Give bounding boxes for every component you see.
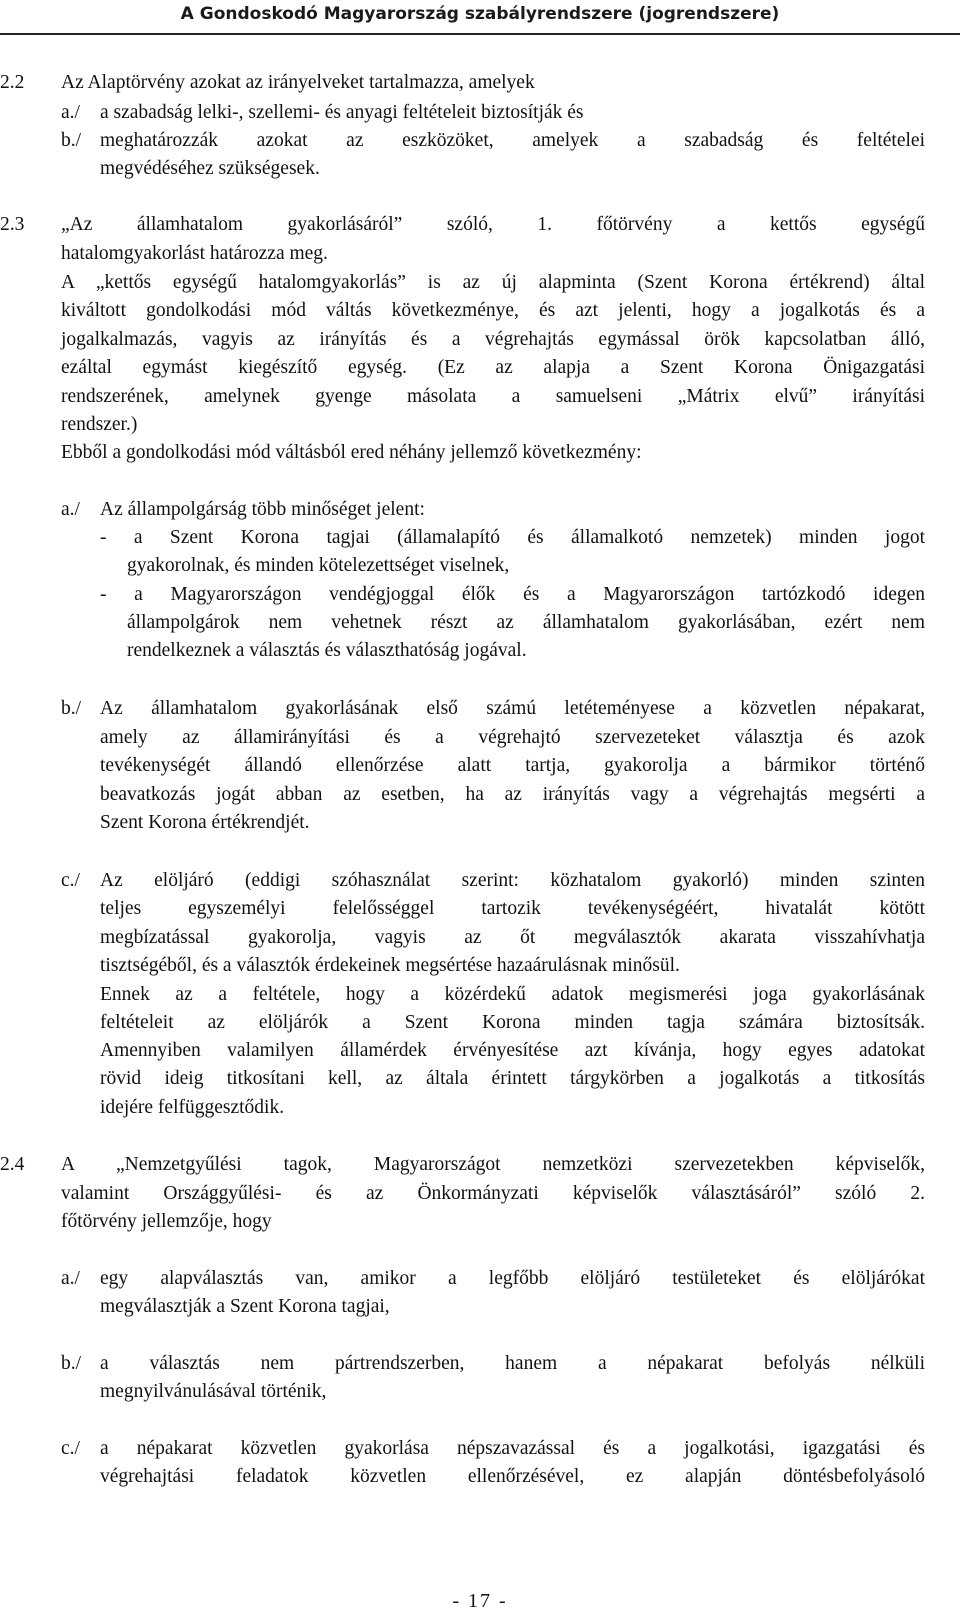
item-text: Amennyiben valamilyen államérdek érvényesítése azt kívánja, hogy egyes adatokat: [100, 1040, 925, 1061]
section-heading: hatalomgyakorlást határozza meg.: [61, 243, 328, 264]
paragraph-line: rendszer.): [61, 414, 138, 435]
dash-item: állampolgárok nem vehetnek részt az államhatalom gyakorlásában, ezért nem: [127, 612, 925, 633]
item-text: Az állampolgárság több minőséget jelent:: [100, 499, 425, 520]
header-rule: [0, 33, 960, 35]
item-text: Az államhatalom gyakorlásának első számú letéteményese a közvetlen népakarat,: [100, 698, 925, 719]
item-label: a./: [61, 102, 80, 123]
paragraph-line: ezáltal egymást kiegészítő egység. (Ez az alapja a Szent Korona Önigazgatási: [61, 357, 925, 378]
item-label: b./: [61, 130, 82, 151]
section-heading: főtörvény jellemzője, hogy: [61, 1211, 272, 1232]
item-text: megbízatással gyakorolja, vagyis az őt megválasztók akarata visszahívhatja: [100, 927, 925, 948]
item-text: idejére felfüggesztődik.: [100, 1097, 285, 1118]
item-text: megvédéséhez szükségesek.: [100, 158, 320, 179]
item-text: Az elöljáró (eddigi szóhasználat szerint: közhatalom gyakorló) minden szinten: [100, 870, 925, 891]
item-text: megválasztják a Szent Korona tagjai,: [100, 1296, 390, 1317]
section-heading: valamint Országgyűlési- és az Önkormányzati képviselők választásáról” szóló 2.: [61, 1183, 925, 1204]
item-text: teljes egyszemélyi felelősséggel tartozik tevékenységéért, hivatalát kötött: [100, 898, 925, 919]
dash-item: - a Szent Korona tagjai (államalapító és államalkotó nemzetek) minden jogot: [100, 527, 925, 548]
running-header: A Gondoskodó Magyarország szabályrendszere (jogrendszere): [180, 4, 780, 24]
item-label: c./: [61, 1438, 80, 1459]
item-text: a választás nem pártrendszerben, hanem a népakarat befolyás nélküli: [100, 1353, 925, 1374]
paragraph-line: Ebből a gondolkodási mód váltásból ered néhány jellemző következmény:: [61, 442, 642, 463]
item-label: b./: [61, 1353, 82, 1374]
item-text: feltételeit az elöljárók a Szent Korona minden tagja számára biztosítsák.: [100, 1012, 925, 1033]
dash-item: rendelkeznek a választás és választhatóság jogával.: [127, 640, 527, 661]
dash-item: - a Magyarországon vendégjoggal élők és a Magyarországon tartózkodó idegen: [100, 584, 925, 605]
item-text: tevékenységét állandó ellenőrzése alatt tartja, gyakorolja a bármikor történő: [100, 755, 925, 776]
section-number: 2.2: [0, 72, 25, 93]
item-text: a népakarat közvetlen gyakorlása népszavazással és a jogalkotási, igazgatási és: [100, 1438, 925, 1459]
item-text: meghatározzák azokat az eszközöket, amelyek a szabadság és feltételei: [100, 130, 925, 151]
dash-item: gyakorolnak, és minden kötelezettséget viselnek,: [127, 555, 510, 576]
paragraph-line: kiváltott gondolkodási mód váltás következménye, és azt jelenti, hogy a jogalkotás és a: [61, 300, 925, 321]
item-text: egy alapválasztás van, amikor a legfőbb elöljáró testületeket és elöljárókat: [100, 1268, 925, 1289]
paragraph-line: rendszerének, amelynek gyenge másolata a samuelseni „Mátrix elvű” irányítási: [61, 386, 925, 407]
item-label: c./: [61, 870, 80, 891]
item-text: tisztségéből, és a választók érdekeinek megsértése hazaárulásnak minősül.: [100, 955, 680, 976]
paragraph-line: A „kettős egységű hatalomgyakorlás” is az új alapminta (Szent Korona értékrend) által: [61, 272, 925, 293]
item-label: a./: [61, 1268, 80, 1289]
item-text: végrehajtási feladatok közvetlen ellenőrzésével, ez alapján döntésbefolyásoló: [100, 1466, 925, 1487]
paragraph-line: jogalkalmazás, vagyis az irányítás és a végrehajtás egymással örök kapcsolatban álló,: [61, 329, 925, 350]
item-text: megnyilvánulásával történik,: [100, 1381, 327, 1402]
item-text: beavatkozás jogát abban az esetben, ha az irányítás vagy a végrehajtás megsérti a: [100, 784, 925, 805]
section-heading: A „Nemzetgyűlési tagok, Magyarországot nemzetközi szervezetekben képviselők,: [61, 1154, 925, 1175]
item-text: Ennek az a feltétele, hogy a közérdekű adatok megismerési joga gyakorlásának: [100, 984, 925, 1005]
section-number: 2.4: [0, 1154, 25, 1175]
item-text: Szent Korona értékrendjét.: [100, 812, 310, 833]
item-label: b./: [61, 698, 82, 719]
item-label: a./: [61, 499, 80, 520]
section-intro: Az Alaptörvény azokat az irányelveket tartalmazza, amelyek: [61, 72, 535, 93]
section-heading: „Az államhatalom gyakorlásáról” szóló, 1. főtörvény a kettős egységű: [61, 214, 925, 235]
item-text: rövid ideig titkosítani kell, az általa érintett tárgykörben a jogalkotás a titkosítás: [100, 1068, 925, 1089]
section-number: 2.3: [0, 214, 25, 235]
item-text: amely az államirányítási és a végrehajtó szervezeteket választja és azok: [100, 727, 925, 748]
item-text: a szabadság lelki-, szellemi- és anyagi feltételeit biztosítják és: [100, 102, 584, 123]
page-number: - 17 -: [452, 1590, 508, 1612]
